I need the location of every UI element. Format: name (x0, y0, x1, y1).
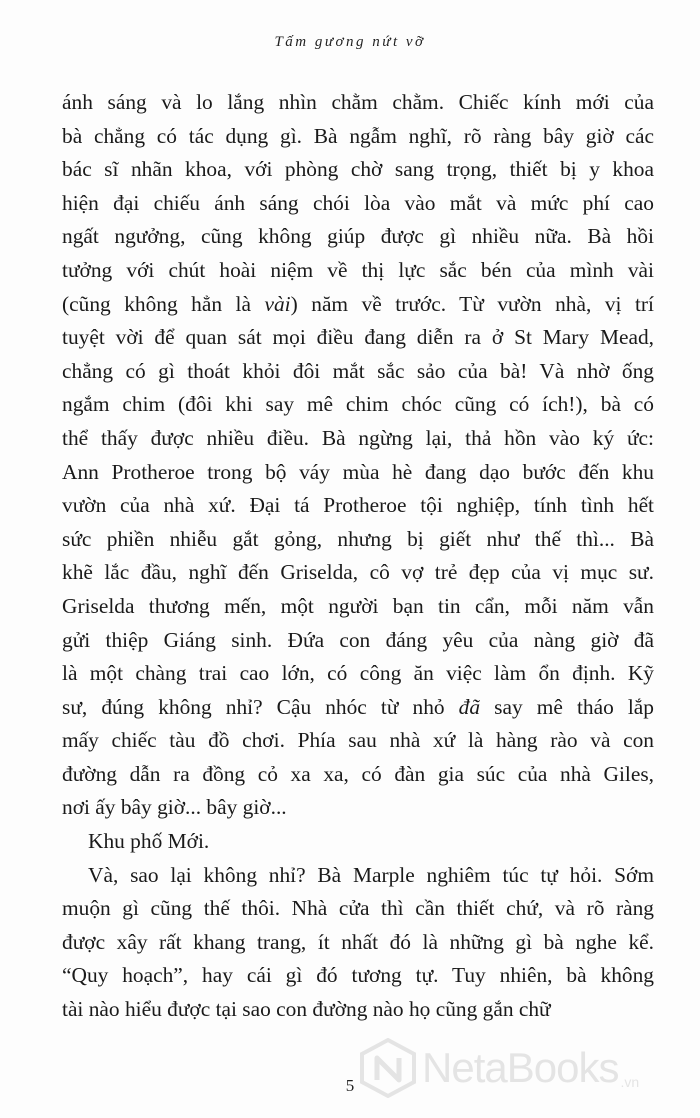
text-line: Griselda thương mến, một người bạn tin cẩn, mỗi năm vẫn (62, 593, 654, 618)
text-line: thể thấy được nhiều điều. Bà ngừng lại, thả hồn vào ký ức: (62, 425, 654, 450)
text-line: (cũng không hẳn là vài) năm về trước. Từ vườn nhà, vị trí (62, 291, 654, 316)
running-header: Tấm gương nứt vỡ (274, 34, 426, 50)
text-line: hiện đại chiếu ánh sáng chói lòa vào mắt và mức phí cao (62, 190, 654, 215)
text-line: muộn gì cũng thế thôi. Nhà cửa thì cần thiết chứ, và rõ ràng (62, 896, 654, 921)
text-line: tuyệt vời để quan sát mọi điều đang diễn ra ở St Mary Mead, (62, 325, 654, 350)
text-line: bà chẳng có tác dụng gì. Bà ngẫm nghĩ, rõ ràng bây giờ các (62, 123, 654, 148)
text-line: nơi ấy bây giờ... bây giờ... (62, 795, 287, 820)
emphasis: vài (264, 291, 291, 316)
text-line: tài nào hiểu được tại sao con đường nào họ cũng gắn chữ (62, 997, 551, 1022)
text-line: sư, đúng không nhỉ? Cậu nhóc từ nhỏ đã say mê tháo lắp (62, 694, 654, 719)
text-line: đường dẫn ra đồng cỏ xa xa, có đàn gia súc của nhà Giles, (62, 761, 654, 786)
netabooks-logo-icon (360, 1038, 416, 1098)
watermark (360, 1028, 700, 1108)
text-line: Khu phố Mới. (88, 829, 210, 854)
watermark-tld: .vn (620, 1074, 640, 1090)
text-line: ánh sáng và lo lắng nhìn chằm chằm. Chiếc kính mới của (62, 90, 654, 114)
text-line: chẳng có gì thoát khỏi đôi mắt sắc sảo của bà! Và nhờ ống (62, 358, 654, 383)
text-line: ngất ngưởng, cũng không giúp được gì nhiều nữa. Bà hồi (62, 224, 654, 249)
text-line: vườn của nhà xứ. Đại tá Protheroe tội nghiệp, tính tình hết (62, 493, 654, 518)
text-line: được xây rất khang trang, ít nhất đó là những gì bà nghe kể. (62, 929, 654, 954)
text-line: là một chàng trai cao lớn, có công ăn việc làm ổn định. Kỹ (62, 661, 654, 686)
text-line: tưởng với chút hoài niệm về thị lực sắc bén của mình vài (62, 257, 654, 282)
body-text (62, 86, 654, 1027)
watermark-brand: NetaBooks (422, 1044, 619, 1091)
text-line: ngắm chim (đôi khi say mê chim chóc cũng có ích!), bà có (62, 392, 654, 417)
text-line: Và, sao lại không nhỉ? Bà Marple nghiêm túc tự hỏi. Sớm (88, 862, 654, 887)
text-line: sức phiền nhiễu gắt gỏng, nhưng bị giết như thế thì... Bà (62, 526, 654, 551)
emphasis: đã (458, 694, 481, 719)
text-line: bác sĩ nhãn khoa, với phòng chờ sang trọng, thiết bị y khoa (62, 157, 654, 182)
text-line: khẽ lắc đầu, nghĩ đến Griselda, cô vợ trẻ đẹp của vị mục sư. (62, 560, 654, 585)
text-line: gửi thiệp Giáng sinh. Đứa con đáng yêu của nàng giờ đã (62, 627, 654, 652)
text-line: Ann Protheroe trong bộ váy mùa hè đang dạo bước đến khu (62, 459, 654, 484)
text-line: mấy chiếc tàu đồ chơi. Phía sau nhà xứ là hàng rào và con (62, 728, 654, 753)
text-line: “Quy hoạch”, hay cái gì đó tương tự. Tuy nhiên, bà không (62, 963, 654, 988)
page-number: 5 (345, 1076, 355, 1095)
